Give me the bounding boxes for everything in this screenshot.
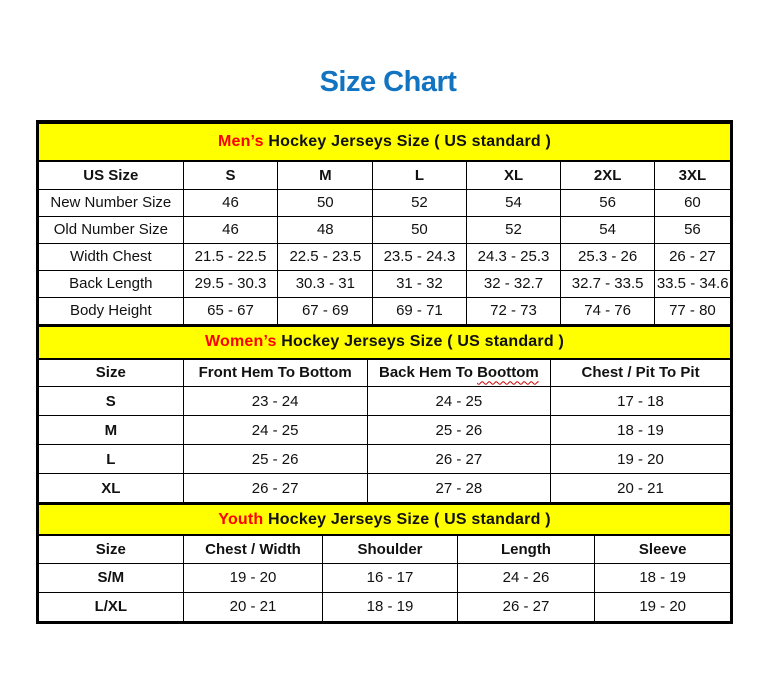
column-header: Size (39, 359, 184, 387)
column-header: Sleeve (595, 535, 731, 563)
cell: 77 - 80 (654, 297, 730, 324)
youth-header-row (39, 535, 731, 563)
cell: 24.3 - 25.3 (466, 243, 561, 270)
womens-banner-text: Women’s Hockey Jerseys Size ( US standard ) (39, 326, 731, 359)
cell: 67 - 69 (278, 297, 373, 324)
row-label: New Number Size (39, 189, 184, 216)
cell: 21.5 - 22.5 (183, 243, 278, 270)
row-label: Back Length (39, 270, 184, 297)
table-row (39, 189, 731, 216)
cell: 22.5 - 23.5 (278, 243, 373, 270)
row-label: S/M (39, 563, 184, 592)
womens-banner-accent: Women’s (205, 333, 277, 350)
column-header: S (183, 161, 278, 189)
row-label: Body Height (39, 297, 184, 324)
youth-size-table (38, 503, 731, 622)
cell: 20 - 21 (551, 474, 731, 503)
table-row (39, 297, 731, 324)
column-header: XL (466, 161, 561, 189)
page-title: Size Chart (319, 66, 457, 98)
cell: 46 (183, 189, 278, 216)
misspelled-word: Boottom (477, 364, 539, 382)
cell: 19 - 20 (551, 445, 731, 474)
row-label: L (39, 445, 184, 474)
youth-section-banner (39, 504, 731, 535)
row-label: M (39, 416, 184, 445)
cell: 26 - 27 (654, 243, 730, 270)
cell: 18 - 19 (323, 592, 457, 621)
column-header: 2XL (561, 161, 654, 189)
column-header: 3XL (654, 161, 730, 189)
youth-banner-accent: Youth (218, 510, 264, 528)
cell: 26 - 27 (457, 592, 595, 621)
table-row (39, 387, 731, 416)
mens-size-table (38, 122, 731, 325)
cell: 48 (278, 216, 373, 243)
cell: 32.7 - 33.5 (561, 270, 654, 297)
row-label: Width Chest (39, 243, 184, 270)
table-row (39, 216, 731, 243)
cell: 31 - 32 (373, 270, 466, 297)
column-header: US Size (39, 161, 184, 189)
table-row (39, 243, 731, 270)
cell: 52 (373, 189, 466, 216)
cell: 54 (561, 216, 654, 243)
cell: 18 - 19 (551, 416, 731, 445)
cell: 16 - 17 (323, 563, 457, 592)
cell: 56 (561, 189, 654, 216)
cell: 56 (654, 216, 730, 243)
table-row (39, 270, 731, 297)
youth-banner-text: Youth Hockey Jerseys Size ( US standard ) (39, 504, 731, 535)
cell: 60 (654, 189, 730, 216)
cell: 72 - 73 (466, 297, 561, 324)
cell: 20 - 21 (183, 592, 323, 621)
mens-section-banner (39, 123, 731, 161)
table-row (39, 474, 731, 503)
cell: 30.3 - 31 (278, 270, 373, 297)
womens-size-table (38, 325, 731, 504)
cell: 27 - 28 (367, 474, 550, 503)
cell: 54 (466, 189, 561, 216)
column-header: M (278, 161, 373, 189)
cell: 23.5 - 24.3 (373, 243, 466, 270)
mens-banner-text: Men’s Hockey Jerseys Size ( US standard ) (39, 123, 731, 161)
column-header: Chest / Pit To Pit (551, 359, 731, 387)
column-header: Chest / Width (183, 535, 323, 563)
cell: 50 (373, 216, 466, 243)
column-header: L (373, 161, 466, 189)
cell: 24 - 25 (183, 416, 367, 445)
row-label: L/XL (39, 592, 184, 621)
cell: 26 - 27 (183, 474, 367, 503)
cell: 19 - 20 (595, 592, 731, 621)
mens-header-row (39, 161, 731, 189)
table-row (39, 563, 731, 592)
table-row (39, 592, 731, 621)
cell: 18 - 19 (595, 563, 731, 592)
cell: 69 - 71 (373, 297, 466, 324)
column-header: Shoulder (323, 535, 457, 563)
table-row (39, 445, 731, 474)
cell: 26 - 27 (367, 445, 550, 474)
cell: 52 (466, 216, 561, 243)
size-chart-tables (36, 120, 733, 624)
cell: 17 - 18 (551, 387, 731, 416)
cell: 24 - 26 (457, 563, 595, 592)
womens-section-banner (39, 326, 731, 359)
column-header: Front Hem To Bottom (183, 359, 367, 387)
column-header: Length (457, 535, 595, 563)
column-header: Back Hem To Boottom (367, 359, 550, 387)
cell: 25 - 26 (367, 416, 550, 445)
cell: 65 - 67 (183, 297, 278, 324)
row-label: XL (39, 474, 184, 503)
cell: 50 (278, 189, 373, 216)
cell: 33.5 - 34.6 (654, 270, 730, 297)
cell: 74 - 76 (561, 297, 654, 324)
row-label: Old Number Size (39, 216, 184, 243)
cell: 25.3 - 26 (561, 243, 654, 270)
table-row (39, 416, 731, 445)
cell: 32 - 32.7 (466, 270, 561, 297)
cell: 19 - 20 (183, 563, 323, 592)
cell: 29.5 - 30.3 (183, 270, 278, 297)
column-header: Size (39, 535, 184, 563)
cell: 24 - 25 (367, 387, 550, 416)
cell: 25 - 26 (183, 445, 367, 474)
cell: 46 (183, 216, 278, 243)
cell: 23 - 24 (183, 387, 367, 416)
womens-header-row (39, 359, 731, 387)
mens-banner-accent: Men’s (217, 133, 264, 150)
row-label: S (39, 387, 184, 416)
